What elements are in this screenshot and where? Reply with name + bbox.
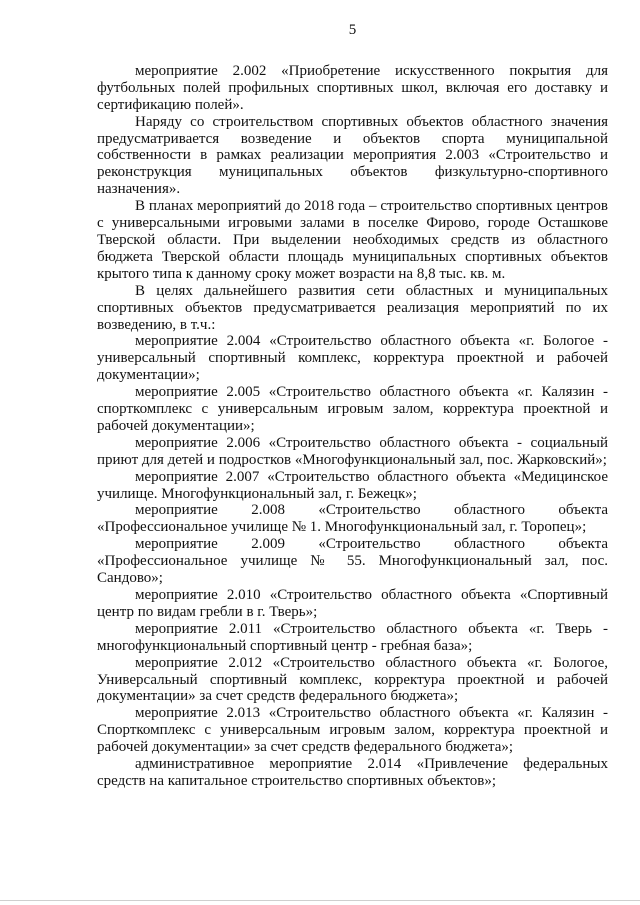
paragraph: В целях дальнейшего развития сети областных и муниципальных спортивных объектов предусматривается реализация мероприятий по их возведению, в т.ч.: bbox=[97, 282, 608, 333]
paragraph: мероприятие 2.002 «Приобретение искусственного покрытия для футбольных полей профильных спортивных школ, включая его доставку и сертификацию полей». bbox=[97, 62, 608, 113]
paragraph: мероприятие 2.009 «Строительство областного объекта «Профессиональное училище № 55. Многофункциональный зал, пос. Сандово»; bbox=[97, 536, 608, 587]
paragraph: мероприятие 2.008 «Строительство областного объекта «Профессиональное училище № 1. Многофункциональный зал, г. Торопец»; bbox=[97, 502, 608, 536]
document-page bbox=[97, 22, 608, 790]
paragraph: мероприятие 2.004 «Строительство областного объекта «г. Бологое - универсальный спортивный комплекс, корректура проектной и рабочей документации»; bbox=[97, 333, 608, 384]
document-body bbox=[97, 63, 608, 790]
paragraph: мероприятие 2.010 «Строительство областного объекта «Спортивный центр по видам гребли в г. Тверь»; bbox=[97, 587, 608, 620]
paragraph: мероприятие 2.005 «Строительство областного объекта «г. Калязин - спорткомплекс с универсальным игровым залом, корректура проектной и рабочей документации»; bbox=[97, 384, 608, 434]
paragraph: мероприятие 2.007 «Строительство областного объекта «Медицинское училище. Многофункциональный зал, г. Бежецк»; bbox=[97, 468, 608, 502]
paragraph: В планах мероприятий до 2018 года – строительство спортивных центров с универсальными игровыми залами в поселке Фирово, городе Осташкове Тверской области. При выделении необходимых средств из областного бюджета Тверской области площадь муниципальных спортивных объектов крытого типа к данному сроку может возрасти на 8,8 тыс. кв. м. bbox=[97, 198, 608, 282]
paragraph: Наряду со строительством спортивных объектов областного значения предусматривается возведение и объектов спорта муниципальной собственности в рамках реализации мероприятия 2.003 «Строительство и реконструкция муниципальных объектов физкультурно-спортивного назначения». bbox=[97, 113, 608, 198]
page-number: 5 bbox=[348, 22, 357, 38]
paragraph: мероприятие 2.013 «Строительство областного объекта «г. Калязин - Спорткомплекс с универсальным игровым залом, корректура проектной и рабочей документации» за счет средств федерального бюджета»; bbox=[97, 705, 608, 756]
page-bottom-edge bbox=[0, 900, 640, 901]
paragraph: административное мероприятие 2.014 «Привлечение федеральных средств на капитальное строительство спортивных объектов»; bbox=[97, 756, 608, 789]
paragraph: мероприятие 2.012 «Строительство областного объекта «г. Бологое, Универсальный спортивный комплекс, корректура проектной и рабочей документации» за счет средств федерального бюджета»; bbox=[97, 654, 608, 705]
paragraph: мероприятие 2.006 «Строительство областного объекта - социальный приют для детей и подростков «Многофункциональный зал, пос. Жарковский»; bbox=[97, 434, 608, 468]
paragraph: мероприятие 2.011 «Строительство областного объекта «г. Тверь - многофункциональный спортивный центр - гребная база»; bbox=[97, 620, 608, 654]
